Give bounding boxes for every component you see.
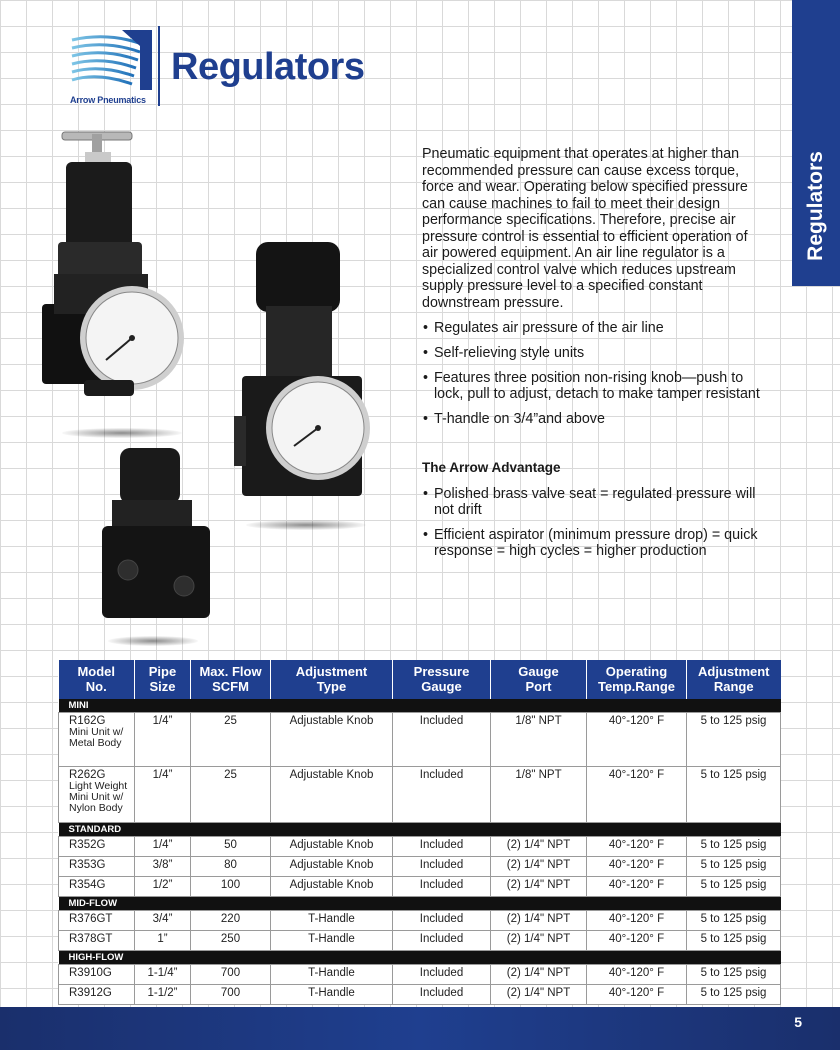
product-shadow [246, 520, 366, 530]
list-item: • Features three position non-rising knob—push to lock, pull to adjust, detach to make tamper resistant [422, 370, 767, 402]
table-row: R376GT 3/4” 220 T-Handle Included (2) 1/4" NPT 40°-120° F 5 to 125 psig [59, 911, 781, 931]
page-title: Regulators [171, 46, 365, 88]
list-item: • Polished brass valve seat = regulated pressure will not drift [422, 486, 767, 518]
list-item: • Self-relieving style units [422, 345, 767, 361]
group-row: MINI [59, 699, 781, 713]
table-row: R352G 1/4” 50 Adjustable Knob Included (2) 1/4" NPT 40°-120° F 5 to 125 psig [59, 837, 781, 857]
regulator-t-handle-image [40, 124, 190, 414]
list-item: • T-handle on 3/4”and above [422, 411, 767, 427]
group-row: STANDARD [59, 823, 781, 837]
column-header: Gauge Port [491, 660, 587, 699]
product-shadow [62, 428, 182, 438]
product-shadow [108, 636, 198, 646]
page-number: 5 [794, 1014, 802, 1030]
column-header: Adjustment Type [271, 660, 393, 699]
group-row: MID-FLOW [59, 897, 781, 911]
feature-list [422, 320, 767, 436]
list-item: • Regulates air pressure of the air line [422, 320, 767, 336]
column-header: Pressure Gauge [393, 660, 491, 699]
table-row: R378GT 1” 250 T-Handle Included (2) 1/4" NPT 40°-120° F 5 to 125 psig [59, 931, 781, 951]
footer-bar [0, 1007, 840, 1050]
table-row: R3912G 1-1/2” 700 T-Handle Included (2) 1/4" NPT 40°-120° F 5 to 125 psig [59, 985, 781, 1005]
group-row: HIGH-FLOW [59, 951, 781, 965]
intro-paragraph: Pneumatic equipment that operates at higher than recommended pressure can cause excess torque, force and wear. Operating below specified pressure can cause machines to fail to meet their design performance specifications. Therefore, precise air pressure control is essential to efficient operation of air powered equipment. An air line regulator is a specialized control valve which reduces upstream supply pressure level to a specified constant downstream pressure. [422, 146, 748, 311]
section-tab-label: Regulators [804, 151, 827, 261]
column-header: Pipe Size [135, 660, 191, 699]
table-row: R162G Mini Unit w/ Metal Body 1/4” 25 Adjustable Knob Included 1/8" NPT 40°-120° F 5 to 125 psig [59, 713, 781, 767]
brand-name: Arrow Pneumatics [70, 95, 146, 105]
advantage-heading: The Arrow Advantage [422, 460, 561, 475]
column-header: Max. Flow SCFM [191, 660, 271, 699]
mini-regulator-image [98, 446, 218, 626]
list-item: • Efficient aspirator (minimum pressure drop) = quick response = high cycles = higher production [422, 527, 767, 559]
specifications-table [58, 660, 781, 1005]
column-header: Adjustment Range [687, 660, 781, 699]
table-row: R262G Light Weight Mini Unit w/ Nylon Body 1/4” 25 Adjustable Knob Included 1/8" NPT 40°-120° F 5 to 125 psig [59, 767, 781, 823]
advantage-list [422, 486, 767, 568]
table-row: R353G 3/8” 80 Adjustable Knob Included (2) 1/4" NPT 40°-120° F 5 to 125 psig [59, 857, 781, 877]
column-header: Operating Temp.Range [587, 660, 687, 699]
table-header-row [59, 660, 781, 699]
column-header: Model No. [59, 660, 135, 699]
header-divider [158, 26, 160, 106]
table-row: R354G 1/2” 100 Adjustable Knob Included (2) 1/4" NPT 40°-120° F 5 to 125 psig [59, 877, 781, 897]
table-row: R3910G 1-1/4” 700 T-Handle Included (2) 1/4" NPT 40°-120° F 5 to 125 psig [59, 965, 781, 985]
regulator-knob-image [234, 236, 374, 506]
